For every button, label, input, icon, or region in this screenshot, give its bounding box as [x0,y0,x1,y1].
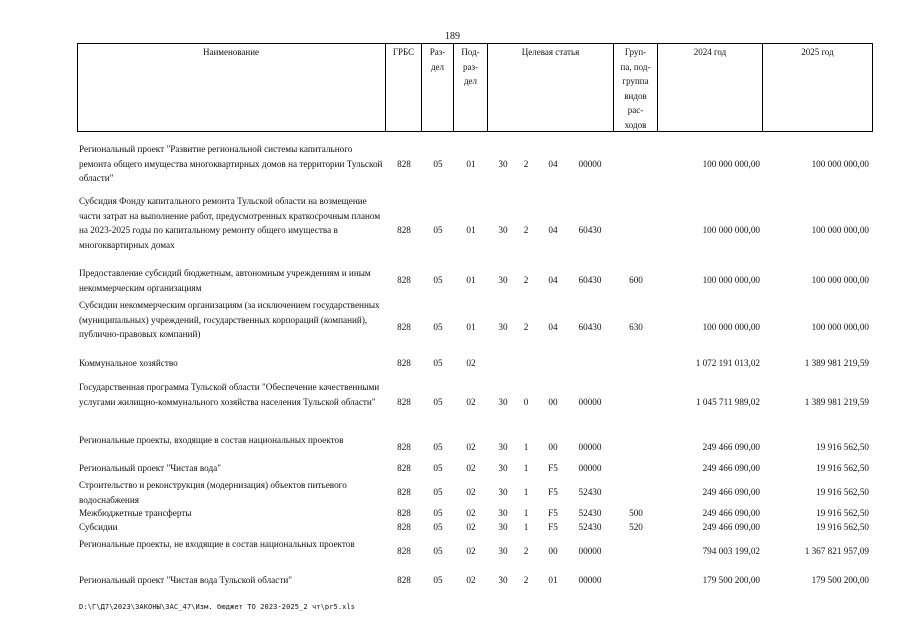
cell-rz: 05 [433,275,443,286]
cell-v2024: 100 000 000,00 [702,275,760,286]
cell-v2024: 249 466 090,00 [702,508,760,518]
cell-v2025: 1 389 981 219,59 [804,396,869,407]
cell-vr: 520 [629,522,643,532]
cell-prz: 02 [466,358,476,368]
cell-rz: 05 [433,396,443,407]
cell-rz: 05 [433,442,443,453]
cell-t2: 1 [523,463,529,473]
row-name: Строительство и реконструкция (модернизация) объектов питьевого водоснабжения [79,480,347,505]
cell-prz: 02 [466,546,476,557]
cell-t4: 52430 [578,508,602,518]
row-name: Субсидия Фонду капитального ремонта Тульской области на возмещение части затрат на выполнение работ, предусмотренных краткосрочным планом на 2023-2025 годы по капитальному ремонту общего имущества в многоквартирных домах [79,196,381,250]
cell-t4: 60430 [578,225,602,235]
cell-t3: 00 [548,396,558,407]
cell-t4: 00000 [578,158,602,169]
header-podrazdel: Под- раз- дел [454,44,488,132]
cell-v2025: 1 367 821 957,09 [804,546,869,557]
header-year-2024: 2024 год [658,44,763,132]
cell-v2025: 19 916 562,50 [816,508,869,518]
cell-vr: 500 [629,508,643,518]
cell-t1: 30 [498,487,508,498]
cell-v2024: 794 003 199,02 [702,546,760,557]
cell-v2024: 249 466 090,00 [702,463,760,473]
cell-t3: F5 [548,508,558,518]
cell-t3: F5 [548,463,558,473]
cell-t1: 30 [498,508,508,518]
cell-rz: 05 [433,321,443,332]
row-name: Государственная программа Тульской области "Обеспечение качественными услугами жилищно-коммунального хозяйства населения Тульской области" [79,382,380,407]
file-path-footer: D:\Г\Д7\2023\ЗАКОНЫ\ЗАС_47\Изм. бюджет ТО 2023-2025_2 чт\pr5.xls [79,603,356,611]
cell-v2024: 179 500 200,00 [702,575,760,585]
cell-prz: 01 [466,225,476,235]
cell-t4: 00000 [578,463,602,473]
cell-vr: 630 [629,321,643,332]
cell-t3: F5 [548,522,558,532]
cell-grbs: 828 [397,463,411,473]
cell-prz: 02 [466,442,476,453]
cell-vr: 600 [629,275,643,286]
row-name: Региональный проект "Развитие региональной системы капитального ремонта общего имущества многоквартирных домов на территории Тульской области" [79,144,383,183]
row-name: Региональные проекты, входящие в состав национальных проектов [79,435,344,445]
cell-v2025: 1 389 981 219,59 [804,358,869,368]
cell-t2: 1 [523,508,529,518]
cell-grbs: 828 [397,275,411,286]
cell-rz: 05 [433,158,443,169]
row-name: Предоставление субсидий бюджетным, автономным учреждениям и иным некоммерческим организациям [79,268,371,293]
cell-t2: 0 [523,396,529,407]
header-target-article: Целевая статья [488,44,614,132]
header-razdel: Раз- дел [422,44,454,132]
row-name: Региональный проект "Чистая вода Тульской области" [79,575,293,585]
cell-prz: 02 [466,396,476,407]
header-bottom-border [77,131,873,132]
cell-t4: 00000 [578,575,602,585]
cell-rz: 05 [433,358,443,368]
cell-v2024: 1 072 191 013,02 [695,358,760,368]
cell-v2025: 19 916 562,50 [816,442,869,453]
cell-t2: 2 [523,575,529,585]
cell-t1: 30 [498,321,508,332]
cell-grbs: 828 [397,487,411,498]
cell-grbs: 828 [397,396,411,407]
cell-v2025: 100 000 000,00 [811,275,869,286]
cell-prz: 01 [466,275,476,286]
cell-v2024: 1 045 711 989,02 [696,396,760,407]
cell-grbs: 828 [397,358,411,368]
row-name: Коммунальное хозяйство [79,358,178,368]
cell-prz: 01 [466,158,476,169]
cell-t1: 30 [498,275,508,286]
cell-v2025: 179 500 200,00 [811,575,869,585]
cell-t1: 30 [498,442,508,453]
cell-v2025: 100 000 000,00 [811,225,869,235]
cell-v2024: 249 466 090,00 [702,442,760,453]
cell-grbs: 828 [397,442,411,453]
cell-rz: 05 [433,508,443,518]
cell-t1: 30 [498,225,508,235]
cell-grbs: 828 [397,522,411,532]
cell-t1: 30 [498,522,508,532]
cell-grbs: 828 [397,508,411,518]
cell-t1: 30 [498,396,508,407]
cell-rz: 05 [433,487,443,498]
cell-t4: 52430 [578,522,602,532]
cell-t1: 30 [498,463,508,473]
row-name: Субсидии некоммерческим организациям (за исключением государственных (муниципальных) учреждений, государственных корпораций (компаний), публично-правовых компаний) [79,300,380,339]
cell-t3: F5 [548,487,558,498]
cell-v2025: 19 916 562,50 [816,522,869,532]
cell-t4: 60430 [578,321,602,332]
cell-t2: 2 [523,225,529,235]
cell-v2025: 100 000 000,00 [811,158,869,169]
cell-grbs: 828 [397,158,411,169]
cell-v2024: 100 000 000,00 [702,225,760,235]
cell-t3: 00 [548,442,558,453]
page-number: 189 [445,31,460,42]
row-name: Региональные проекты, не входящие в состав национальных проектов [79,539,355,549]
cell-v2025: 19 916 562,50 [816,463,869,473]
cell-t3: 04 [548,275,558,286]
cell-t1: 30 [498,158,508,169]
cell-t3: 04 [548,158,558,169]
cell-t4: 00000 [578,396,602,407]
header-name: Наименование [77,44,386,132]
cell-t3: 00 [548,546,558,557]
cell-t1: 30 [498,546,508,557]
header-expense-group: Груп- па, под- группа видов рас- ходов [614,44,658,132]
cell-grbs: 828 [397,546,411,557]
cell-rz: 05 [433,546,443,557]
cell-t2: 2 [523,321,529,332]
cell-v2024: 249 466 090,00 [702,522,760,532]
cell-t3: 04 [548,225,558,235]
cell-prz: 01 [466,321,476,332]
cell-v2024: 100 000 000,00 [702,158,760,169]
header-grbs: ГРБС [386,44,422,132]
cell-t2: 1 [523,442,529,453]
cell-t2: 1 [523,487,529,498]
cell-t2: 2 [523,546,529,557]
cell-prz: 02 [466,508,476,518]
cell-t4: 52430 [578,487,602,498]
cell-t3: 04 [548,321,558,332]
cell-rz: 05 [433,225,443,235]
cell-t2: 2 [523,158,529,169]
cell-prz: 02 [466,522,476,532]
cell-rz: 05 [433,575,443,585]
cell-t4: 00000 [578,442,602,453]
cell-rz: 05 [433,463,443,473]
cell-grbs: 828 [397,575,411,585]
row-name: Субсидии [79,522,118,532]
cell-prz: 02 [466,487,476,498]
cell-v2025: 19 916 562,50 [816,487,869,498]
cell-t4: 00000 [578,546,602,557]
cell-v2024: 249 466 090,00 [702,487,760,498]
cell-t2: 2 [523,275,529,286]
cell-v2024: 100 000 000,00 [702,321,760,332]
cell-t2: 1 [523,522,529,532]
cell-t4: 60430 [578,275,602,286]
cell-t1: 30 [498,575,508,585]
cell-grbs: 828 [397,321,411,332]
cell-grbs: 828 [397,225,411,235]
cell-t3: 01 [548,575,558,585]
row-name: Региональный проект "Чистая вода" [79,463,221,473]
cell-rz: 05 [433,522,443,532]
header-year-2025: 2025 год [763,44,873,132]
cell-v2025: 100 000 000,00 [811,321,869,332]
cell-prz: 02 [466,575,476,585]
row-name: Межбюджетные трансферты [79,508,192,518]
cell-prz: 02 [466,463,476,473]
